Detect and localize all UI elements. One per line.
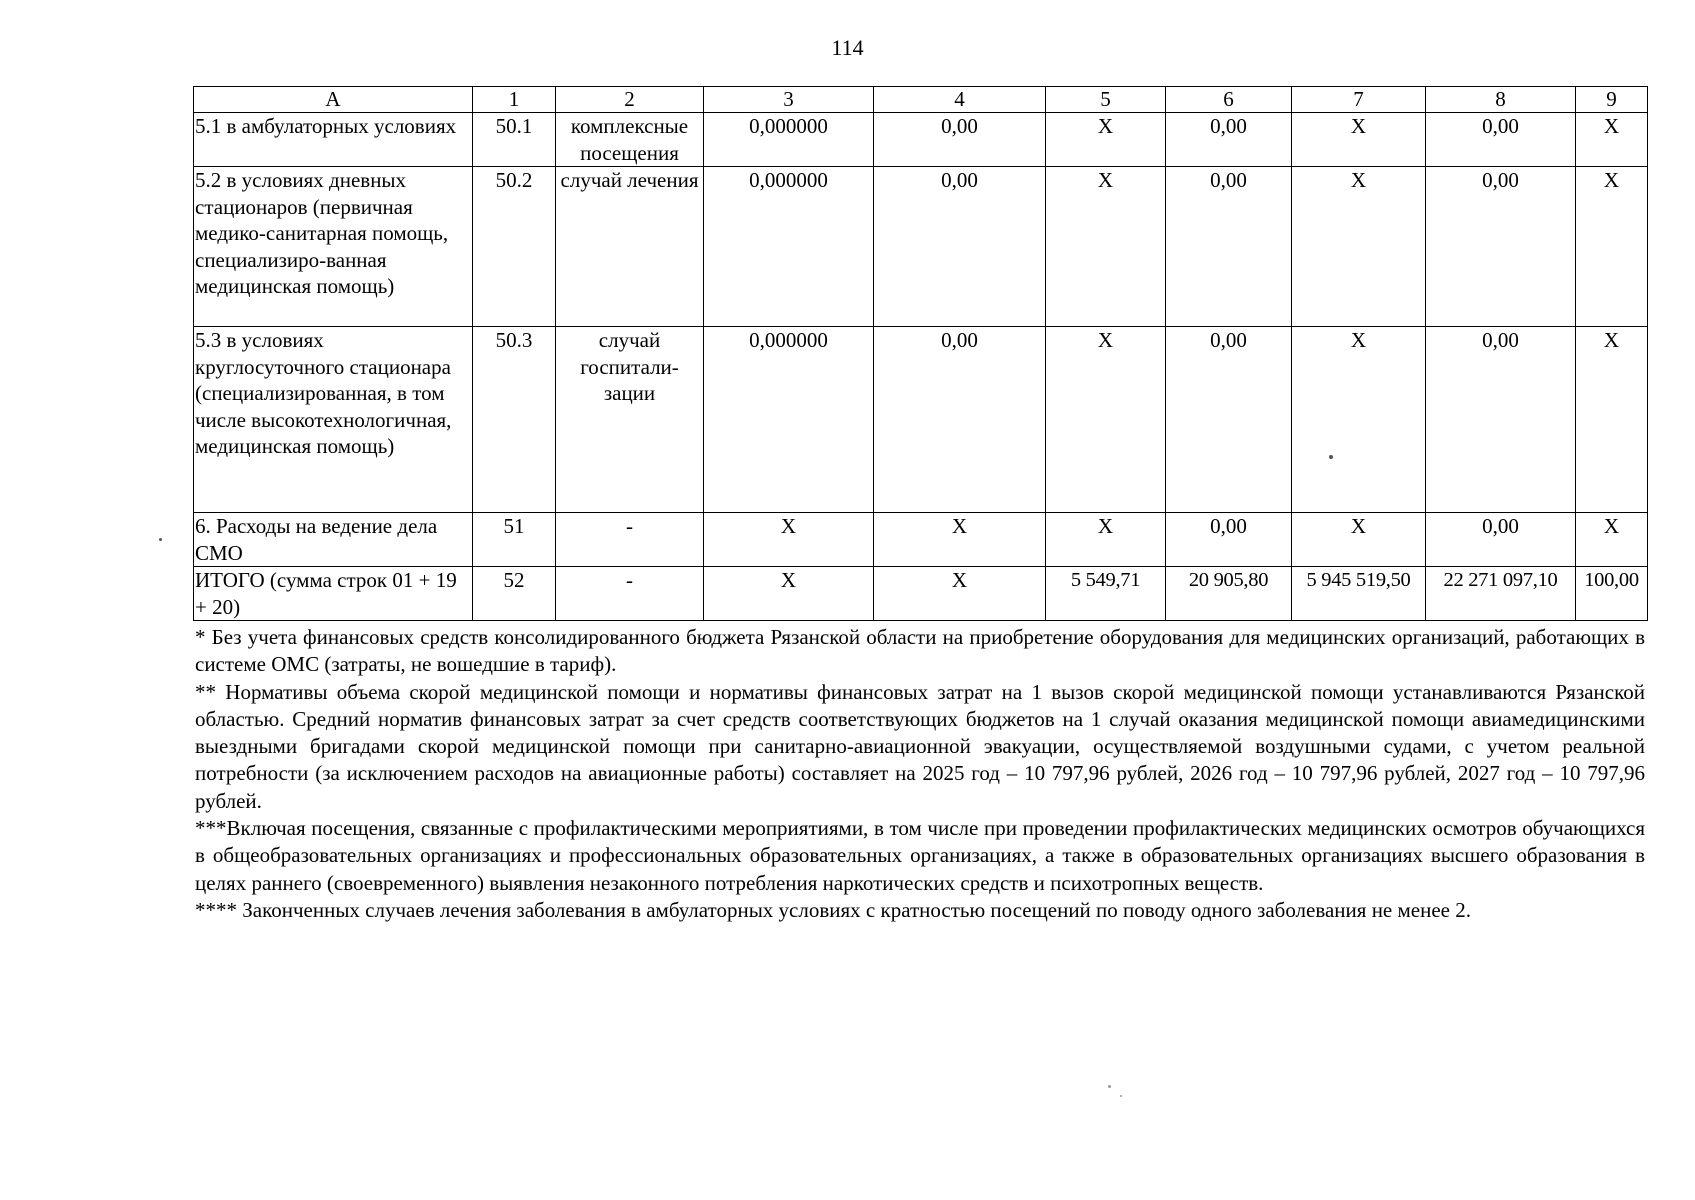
footnote: ** Нормативы объема скорой медицинской помощи и нормативы финансовых затрат на 1 вызов скорой медицинской помощи устанавливаются Рязанской областью. Средний норматив финансовых затрат за счет средств соответствующих бюджетов на 1 случай оказания медицинской помощи авиамедицинскими выездными бригадами скорой медицинской помощи при санитарно-авиационной эвакуации, осуществляемой воздушными судами, с учетом реальной потребности (за исключением расходов на авиационные работы) составляет на 2025 год – 10 797,96 рублей, 2026 год – 10 797,96 рублей, 2027 год – 10 797,96 рублей. bbox=[195, 679, 1645, 813]
cell-col5: X bbox=[1046, 113, 1166, 167]
header-cell: 7 bbox=[1292, 87, 1426, 113]
table-row bbox=[194, 167, 1648, 327]
row-unit: случай госпитали-зации bbox=[556, 327, 704, 513]
cell-col7: 5 945 519,50 bbox=[1292, 567, 1426, 621]
row-line-number: 50.3 bbox=[473, 327, 556, 513]
cell-col7: X bbox=[1292, 513, 1426, 567]
row-unit: комплексные посещения bbox=[556, 113, 704, 167]
row-name: 5.1 в амбулаторных условиях bbox=[194, 113, 473, 167]
cell-col5: X bbox=[1046, 167, 1166, 327]
footnotes bbox=[195, 624, 1645, 924]
cell-col8: 0,00 bbox=[1426, 513, 1576, 567]
header-cell: 5 bbox=[1046, 87, 1166, 113]
cell-col4: X bbox=[874, 513, 1046, 567]
row-unit: - bbox=[556, 513, 704, 567]
scan-speck bbox=[159, 538, 162, 541]
cell-col4: X bbox=[874, 567, 1046, 621]
cell-col9: X bbox=[1576, 113, 1648, 167]
cell-col4: 0,00 bbox=[874, 113, 1046, 167]
scan-speck bbox=[1329, 455, 1333, 459]
header-cell: 6 bbox=[1166, 87, 1292, 113]
cell-col3: 0,000000 bbox=[704, 327, 874, 513]
cell-col9: X bbox=[1576, 167, 1648, 327]
scan-speck bbox=[1120, 1095, 1122, 1097]
row-name: ИТОГО (сумма строк 01 + 19 + 20) bbox=[194, 567, 473, 621]
cell-col7: X bbox=[1292, 113, 1426, 167]
cell-col7: X bbox=[1292, 167, 1426, 327]
header-cell: 2 bbox=[556, 87, 704, 113]
header-cell: А bbox=[194, 87, 473, 113]
cell-col6: 0,00 bbox=[1166, 513, 1292, 567]
footnote: **** Законченных случаев лечения заболевания в амбулаторных условиях с кратностью посещений по поводу одного заболевания не менее 2. bbox=[195, 897, 1471, 922]
table-row bbox=[194, 513, 1648, 567]
cell-col5: X bbox=[1046, 513, 1166, 567]
scan-speck bbox=[1108, 1085, 1111, 1088]
footnote: * Без учета финансовых средств консолидированного бюджета Рязанской области на приобретение оборудования для медицинских организаций, работающих в системе ОМС (затраты, не вошедшие в тариф). bbox=[195, 625, 1645, 677]
row-line-number: 52 bbox=[473, 567, 556, 621]
table-row bbox=[194, 327, 1648, 513]
header-cell: 1 bbox=[473, 87, 556, 113]
row-unit: - bbox=[556, 567, 704, 621]
cell-col8: 0,00 bbox=[1426, 167, 1576, 327]
cell-col5: X bbox=[1046, 327, 1166, 513]
cell-col6: 0,00 bbox=[1166, 113, 1292, 167]
cell-col4: 0,00 bbox=[874, 327, 1046, 513]
cell-col9: 100,00 bbox=[1576, 567, 1648, 621]
cell-col8: 0,00 bbox=[1426, 113, 1576, 167]
cell-col8: 0,00 bbox=[1426, 327, 1576, 513]
cell-col6: 20 905,80 bbox=[1166, 567, 1292, 621]
table-header-row bbox=[194, 87, 1648, 113]
cell-col3: 0,000000 bbox=[704, 113, 874, 167]
row-line-number: 51 bbox=[473, 513, 556, 567]
cell-col6: 0,00 bbox=[1166, 327, 1292, 513]
header-cell: 8 bbox=[1426, 87, 1576, 113]
data-table bbox=[193, 86, 1648, 621]
row-unit: случай лечения bbox=[556, 167, 704, 327]
cell-col3: 0,000000 bbox=[704, 167, 874, 327]
cell-col5: 5 549,71 bbox=[1046, 567, 1166, 621]
cell-col9: X bbox=[1576, 513, 1648, 567]
header-cell: 3 bbox=[704, 87, 874, 113]
table-row-total bbox=[194, 567, 1648, 621]
table-row bbox=[194, 113, 1648, 167]
header-cell: 9 bbox=[1576, 87, 1648, 113]
cell-col6: 0,00 bbox=[1166, 167, 1292, 327]
footnote: ***Включая посещения, связанные с профилактическими мероприятиями, в том числе при проведении профилактических медицинских осмотров обучающихся в общеобразовательных организациях и профессиональных образовательных организациях, а также в образовательных организациях высшего образования в целях раннего (своевременного) выявления незаконного потребления наркотических средств и психотропных веществ. bbox=[195, 816, 1645, 895]
row-name: 5.3 в условиях круглосуточного стационара (специализированная, в том числе высокотехнологичная, медицинская помощь) bbox=[194, 327, 473, 513]
cell-col4: 0,00 bbox=[874, 167, 1046, 327]
header-cell: 4 bbox=[874, 87, 1046, 113]
row-name: 6. Расходы на ведение дела СМО bbox=[194, 513, 473, 567]
row-line-number: 50.1 bbox=[473, 113, 556, 167]
cell-col3: X bbox=[704, 513, 874, 567]
cell-col8: 22 271 097,10 bbox=[1426, 567, 1576, 621]
cell-col9: X bbox=[1576, 327, 1648, 513]
cell-col3: X bbox=[704, 567, 874, 621]
page-number: 114 bbox=[831, 35, 864, 60]
cell-col7: X bbox=[1292, 327, 1426, 513]
row-line-number: 50.2 bbox=[473, 167, 556, 327]
row-name: 5.2 в условиях дневных стационаров (первичная медико-санитарная помощь, специализиро-ванная медицинская помощь) bbox=[194, 167, 473, 327]
